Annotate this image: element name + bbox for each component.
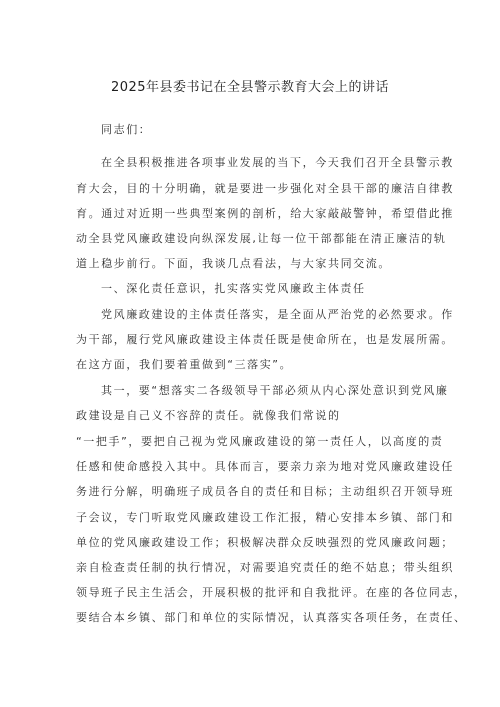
- body-line: 其一，要“想落实二各级领导干部必须从内心深处意识到党风廉: [101, 384, 449, 397]
- body-line: 子会议，专门听取党风廉政建设工作汇报，精心安排本乡镇、部门和: [76, 511, 454, 524]
- body-line: 党风廉政建设的主体责任落实，是全面从严治党的必然要求。作: [101, 308, 454, 321]
- document-title: 2025年县委书记在全县警示教育大会上的讲话: [110, 80, 390, 95]
- body-line: 为干部，履行党风廉政建设主体责任既是使命所在，也是发展所需。: [76, 333, 454, 346]
- body-line: 道上稳步前行。下面，我谈几点看法，与大家共同交流。: [76, 257, 391, 270]
- body-line: 务进行分解，明确班子成员各自的责任和目标；主动组织召开领导班: [76, 485, 454, 498]
- section-heading: 一、深化责任意识，扎实落实党风廉政主体责任: [101, 282, 366, 295]
- body-line: 领导班子民主生活会，开展积极的批评和自我批评。在座的各位同志，: [76, 586, 467, 599]
- body-line: 亲自检查责任制的执行情况，对需要追究责任的绝不姑息；带头组织: [76, 561, 454, 574]
- body-line: 动全县党风廉政建设向纵深发展,让每一位干部都能在清正廉洁的轨: [76, 232, 447, 245]
- body-line: 要结合本乡镇、部门和单位的实际情况，认真落实各项任务，在责任、: [76, 611, 467, 624]
- body-line: 育大会，目的十分明确，就是要进一步强化对全县干部的廉洁自律教: [76, 182, 454, 195]
- body-line: 育。通过对近期一些典型案例的剖析，给大家敲敲警钟，希望借此推: [76, 207, 454, 220]
- body-line: “一把手”，要把自己视为党风廉政建设的第一责任人，以高度的责: [76, 435, 444, 448]
- salutation: 同志们：: [101, 123, 152, 136]
- body-line: 在这方面，我们要着重做到“三落实”。: [76, 358, 293, 371]
- body-line: 在全县积极推进各项事业发展的当下，今天我们召开全县警示教: [101, 156, 454, 169]
- body-line: 任感和使命感投入其中。具体而言，要亲力亲为地对党风廉政建设任: [76, 460, 454, 473]
- body-line: 政建设是自己义不容辞的责任。就像我们常说的: [76, 409, 341, 422]
- body-line: 单位的党风廉政建设工作；积极解决群众反映强烈的党风廉政问题；: [76, 536, 454, 549]
